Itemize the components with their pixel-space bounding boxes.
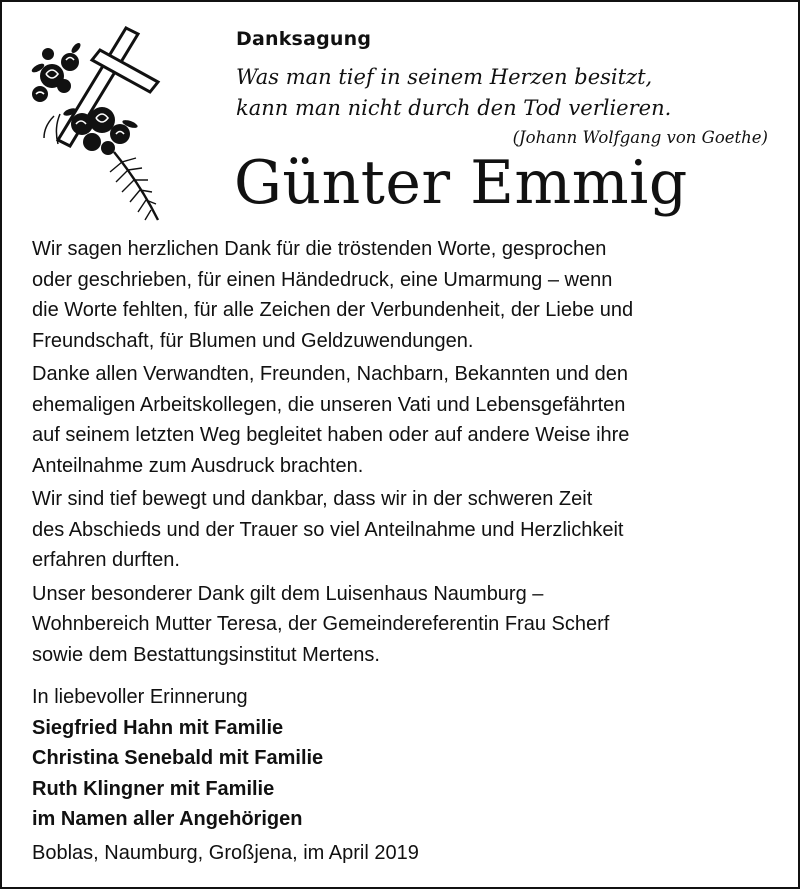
text-line: des Abschieds und der Trauer so viel Anteilnahme und Herzlichkeit — [32, 518, 624, 541]
text-line: oder geschrieben, für einen Händedruck, eine Umarmung – wenn — [32, 268, 613, 291]
text-line: Wir sagen herzlichen Dank für die tröstenden Worte, gesprochen — [32, 238, 607, 260]
closing-block — [32, 682, 772, 835]
paragraph — [32, 359, 792, 481]
place-date: Boblas, Naumburg, Großjena, im April 2019 — [32, 842, 419, 864]
signer: Christina Senebald mit Familie — [32, 747, 324, 769]
quote-line: kann man nicht durch den Tod verlieren. — [236, 96, 672, 120]
text-line: auf seinem letzten Weg begleitet haben oder auf andere Weise ihre — [32, 424, 630, 446]
text-line: Wir sind tief bewegt und dankbar, dass wir in der schweren Zeit — [32, 488, 593, 510]
text-line: ehemaligen Arbeitskollegen, die unseren Vati und Lebensgefährten — [32, 393, 626, 416]
signer: Ruth Klingner mit Familie — [32, 777, 275, 800]
closing-intro: In liebevoller Erinnerung — [32, 686, 248, 708]
quote-block — [236, 62, 776, 152]
quote-author: (Johann Wolfgang von Goethe) — [512, 128, 768, 147]
text-line: sowie dem Bestattungsinstitut Mertens. — [32, 643, 380, 666]
text-line: die Worte fehlten, für alle Zeichen der Verbundenheit, der Liebe und — [32, 299, 634, 321]
paragraph — [32, 484, 792, 576]
deceased-name: Günter Emmig — [234, 148, 688, 218]
text-line: Danke allen Verwandten, Freunden, Nachbarn, Bekannten und den — [32, 363, 628, 385]
paragraph — [32, 579, 792, 671]
signer: Siegfried Hahn mit Familie — [32, 716, 284, 739]
notice-heading: Danksagung — [236, 28, 372, 50]
cross-with-roses-icon — [30, 24, 170, 224]
signer: im Namen aller Angehörigen — [32, 808, 303, 830]
text-line: Unser besonderer Dank gilt dem Luisenhaus Naumburg – — [32, 582, 544, 605]
text-line: Freundschaft, für Blumen und Geldzuwendungen. — [32, 329, 474, 352]
quote-line: Was man tief in seinem Herzen besitzt, — [236, 65, 653, 89]
text-line: Wohnbereich Mutter Teresa, der Gemeindereferentin Frau Scherf — [32, 613, 610, 635]
text-line: erfahren durften. — [32, 549, 180, 571]
thank-you-text — [32, 234, 792, 673]
paragraph — [32, 234, 792, 356]
text-line: Anteilnahme zum Ausdruck brachten. — [32, 454, 364, 477]
